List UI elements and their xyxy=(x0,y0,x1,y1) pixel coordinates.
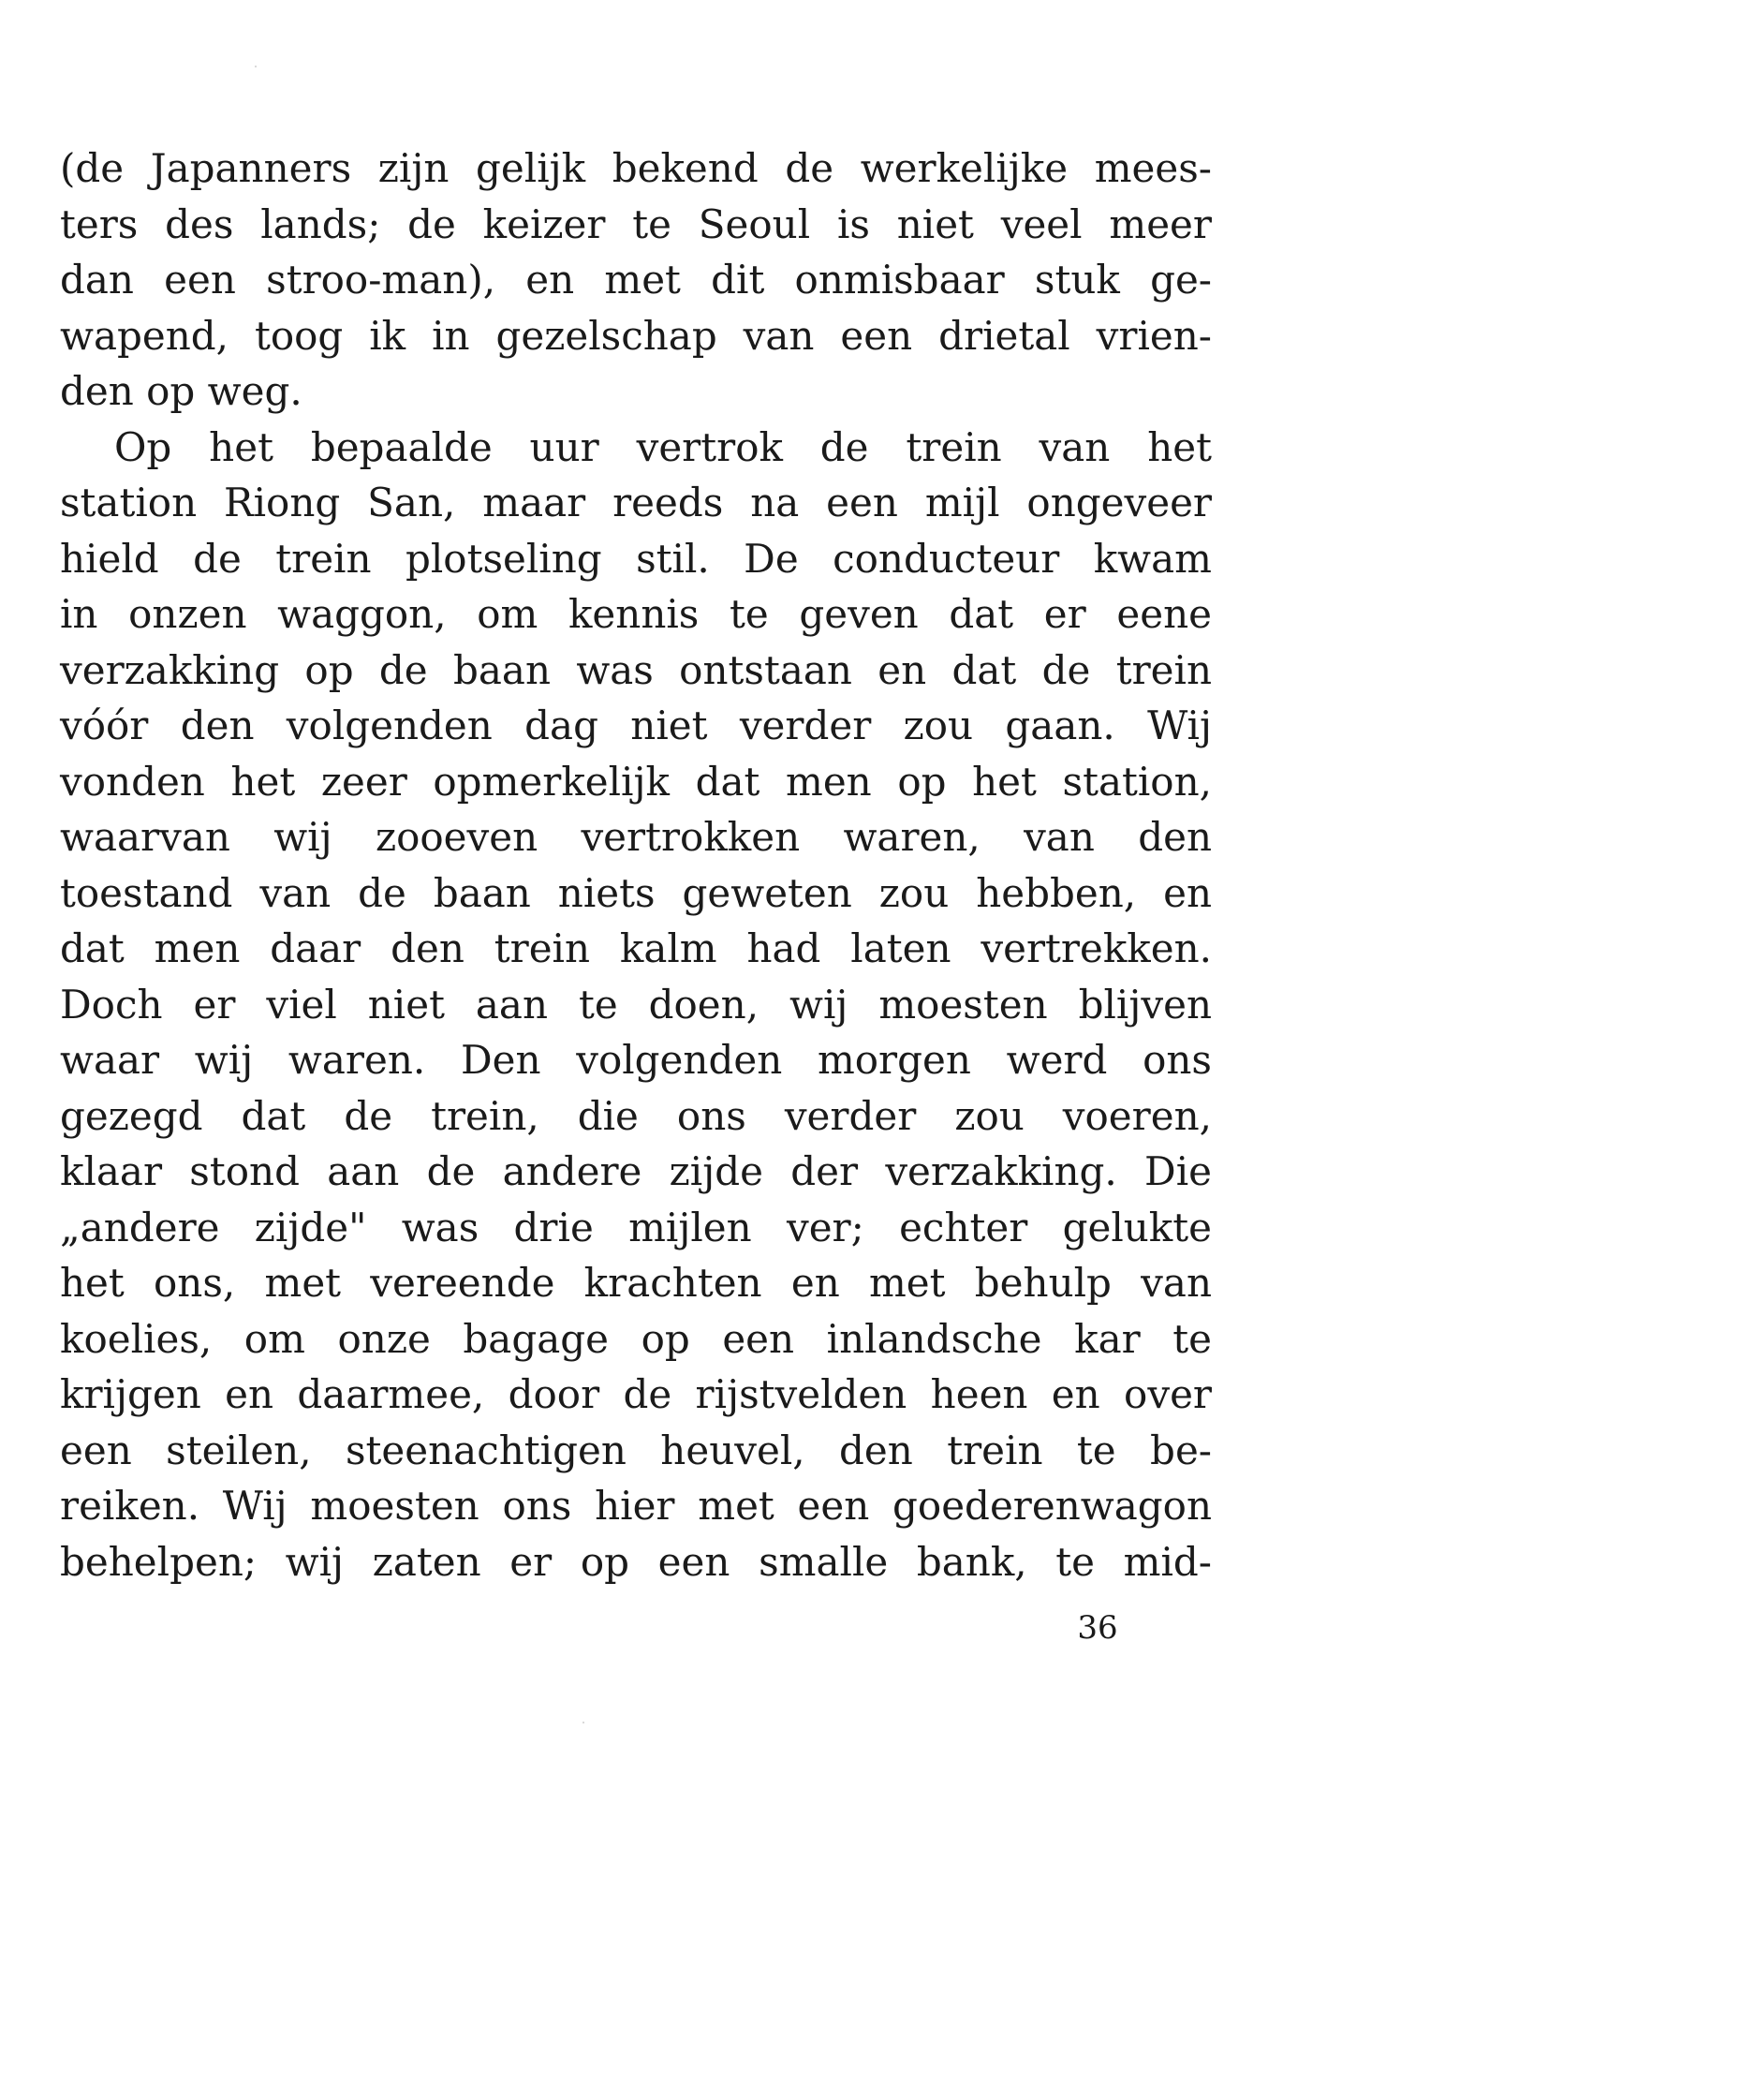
body-text xyxy=(60,140,1212,1590)
text-line: koelies, om onze bagage op een inlandsche kar te xyxy=(60,1315,1212,1362)
paragraph xyxy=(60,420,1212,1590)
text-line: een steilen, steenachtigen heuvel, den trein te be- xyxy=(60,1427,1212,1473)
text-line: dan een stroo-man), en met dit onmisbaar stuk ge- xyxy=(60,257,1212,303)
text-line: station Riong San, maar reeds na een mijl ongeveer xyxy=(60,480,1212,525)
text-line: vonden het zeer opmerkelijk dat men op het station, xyxy=(60,758,1212,805)
text-line: den op weg. xyxy=(60,368,302,414)
text-line: hield de trein plotseling stil. De conducteur kwam xyxy=(60,535,1212,582)
paper-speck xyxy=(582,1722,584,1723)
text-line: waar wij waren. Den volgenden morgen werd ons xyxy=(60,1037,1212,1083)
text-line: het ons, met vereende krachten en met behulp van xyxy=(60,1260,1212,1306)
text-line: „andere zijde" was drie mijlen ver; echter gelukte xyxy=(60,1204,1212,1250)
text-line: krijgen en daarmee, door de rijstvelden heen en over xyxy=(60,1371,1212,1417)
text-line: toestand van de baan niets geweten zou hebben, en xyxy=(60,869,1212,916)
text-line: behelpen; wij zaten er op een smalle bank, te mid- xyxy=(60,1538,1212,1585)
text-line: verzakking op de baan was ontstaan en dat de trein xyxy=(60,646,1212,693)
page-number: 36 xyxy=(1077,1609,1118,1647)
text-line: wapend, toog ik in gezelschap van een drietal vrien- xyxy=(60,312,1212,359)
text-line: klaar stond aan de andere zijde der verzakking. Die xyxy=(60,1148,1212,1194)
paper-speck xyxy=(255,66,257,67)
text-line: dat men daar den trein kalm had laten vertrekken. xyxy=(60,925,1212,971)
text-line: vóór den volgenden dag niet verder zou gaan. Wij xyxy=(60,702,1212,748)
paragraph xyxy=(60,140,1212,420)
text-line: reiken. Wij moesten ons hier met een goederenwagon xyxy=(60,1483,1212,1529)
text-line: gezegd dat de trein, die ons verder zou voeren, xyxy=(60,1092,1212,1139)
text-line: Doch er viel niet aan te doen, wij moesten blijven xyxy=(60,981,1212,1028)
text-line: in onzen waggon, om kennis te geven dat er eene xyxy=(60,591,1212,637)
text-line: Op het bepaalde uur vertrok de trein van het xyxy=(114,423,1212,470)
text-line: waarvan wij zooeven vertrokken waren, van den xyxy=(60,814,1212,860)
text-line: (de Japanners zijn gelijk bekend de werkelijke mees- xyxy=(60,145,1212,191)
text-line: ters des lands; de keizer te Seoul is niet veel meer xyxy=(60,200,1212,247)
